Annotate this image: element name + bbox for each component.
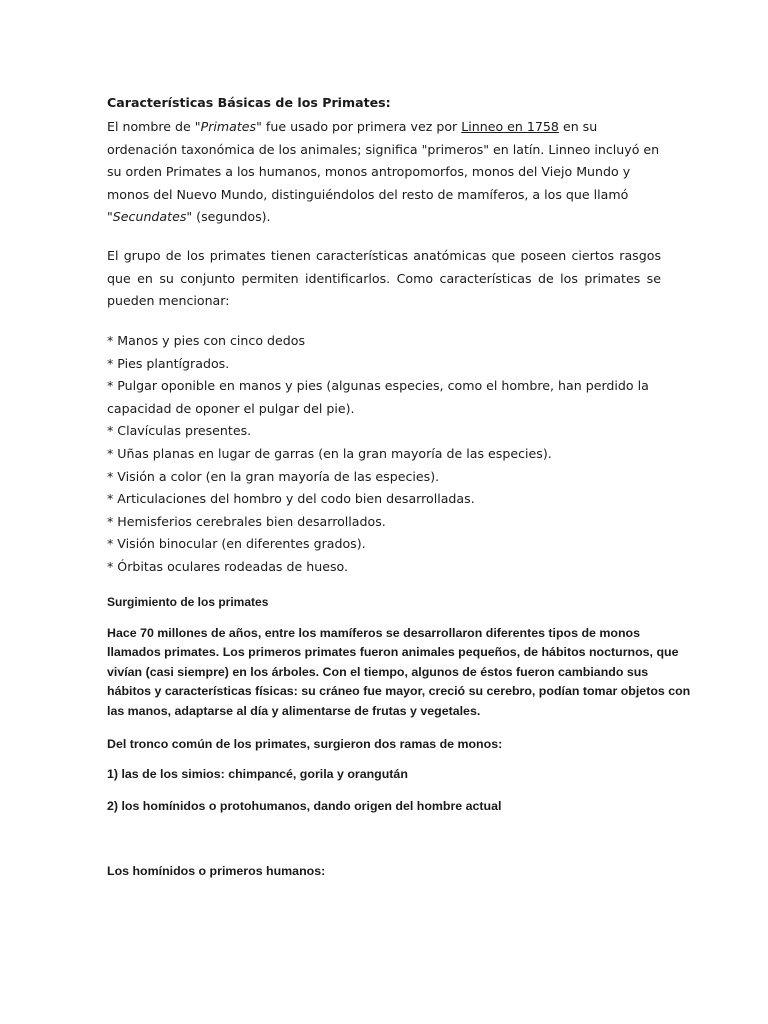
intro-text: " fue usado por primera vez por — [256, 119, 462, 134]
list-item: * Articulaciones del hombro y del codo bien desarrolladas. — [107, 491, 475, 507]
intro-text: " (segundos). — [186, 209, 271, 225]
intro-line-1 — [107, 116, 659, 139]
intro-line-2: ordenación taxonómica de los animales; significa "primeros" en latín. Linneo incluyó en — [107, 141, 660, 157]
intro-text: El nombre de " — [107, 119, 201, 134]
primates-term: Primates — [200, 119, 257, 134]
list-item: capacidad de oponer el pulgar del pie). — [107, 400, 355, 416]
paragraph-line: vivían (casi siempre) en los árboles. Con el tiempo, algunos de éstos fueron cambiando sus — [107, 664, 649, 679]
list-item: * Uñas planas en lugar de garras (en la gran mayoría de las especies). — [107, 445, 552, 461]
list-item: * Visión binocular (en diferentes grados). — [107, 536, 366, 552]
intro-paragraph — [107, 116, 659, 229]
list-item: * Pulgar oponible en manos y pies (algunas especies, como el hombre, han perdido la — [107, 378, 649, 394]
origin-paragraph — [107, 624, 690, 721]
paragraph-line: llamados primates. Los primeros primates fueron animales pequeños, de hábitos nocturnos, que — [107, 645, 679, 660]
intro-text: " — [107, 209, 113, 225]
intro-line-4: monos del Nuevo Mundo, distinguiéndolos del resto de mamíferos, a los que llamó — [107, 186, 629, 202]
paragraph-line: hábitos y características físicas: su cráneo fue mayor, creció su cerebro, podían tomar objetos con — [107, 684, 691, 699]
intro-line-5 — [107, 206, 659, 229]
branch-1: 1) las de los simios: chimpancé, gorila y orangután — [107, 767, 408, 781]
list-item: * Órbitas oculares rodeadas de hueso. — [107, 558, 348, 574]
list-item: * Manos y pies con cinco dedos — [107, 333, 306, 348]
characteristics-paragraph — [107, 245, 661, 313]
paragraph-line: pueden mencionar: — [107, 293, 230, 309]
section-title: Surgimiento de los primates — [107, 595, 269, 609]
traits-list — [107, 330, 649, 579]
paragraph-line: Hace 70 millones de años, entre los mamíferos se desarrollaron diferentes tipos de monos — [107, 626, 640, 640]
linneo-link[interactable]: Linneo en 1758 — [461, 119, 559, 134]
secundates-term: Secundates — [112, 209, 187, 225]
paragraph-line: las manos, adaptarse al día y alimentarse de frutas y vegetales. — [107, 703, 481, 718]
paragraph-line: El grupo de los primates tienen características anatómicas que poseen ciertos rasgos — [107, 248, 661, 263]
list-item: * Visión a color (en la gran mayoría de las especies). — [107, 468, 440, 484]
hominids-title: Los homínidos o primeros humanos: — [107, 864, 326, 878]
list-item: * Hemisferios cerebrales bien desarrollados. — [107, 513, 386, 529]
intro-line-3: su orden Primates a los humanos, monos antropomorfos, monos del Viejo Mundo y — [107, 164, 631, 180]
document-heading: Características Básicas de los Primates: — [107, 95, 391, 110]
paragraph-line: que en su conjunto permiten identificarlos. Como características de los primates se — [107, 270, 661, 286]
trunk-line: Del tronco común de los primates, surgieron dos ramas de monos: — [107, 737, 503, 751]
intro-text: en su — [558, 119, 598, 134]
branch-2: 2) los homínidos o protohumanos, dando origen del hombre actual — [107, 799, 502, 813]
list-item: * Clavículas presentes. — [107, 423, 252, 439]
list-item: * Pies plantígrados. — [107, 355, 230, 371]
